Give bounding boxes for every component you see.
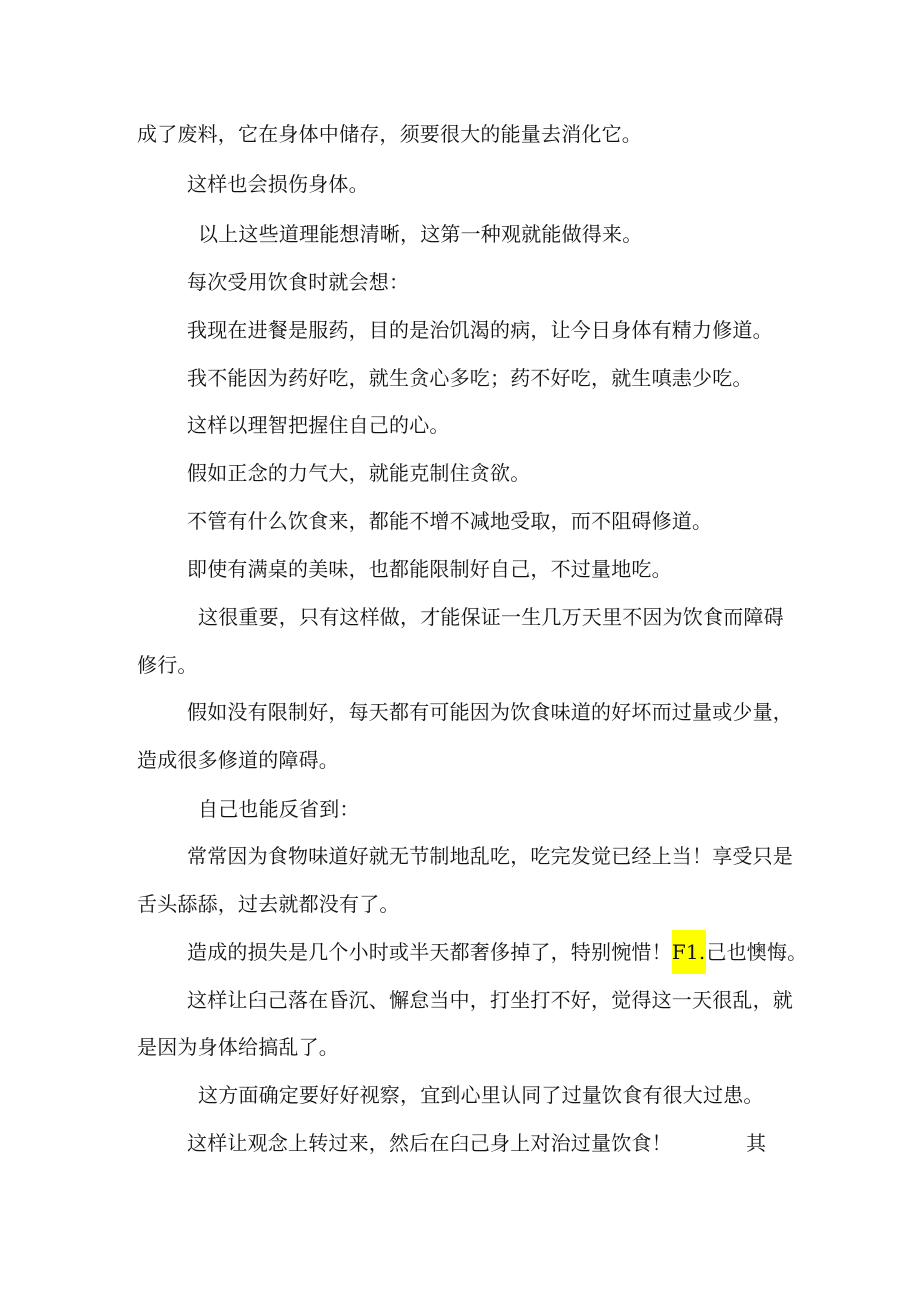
- paragraph-line: 每次受用饮食时就会想：: [187, 270, 410, 294]
- paragraph-line: 是因为身体给搞乱了。: [137, 1035, 339, 1059]
- paragraph-line: 我不能因为药好吃，就生贪心多吃；药不好吃，就生嗔恚少吃。: [187, 366, 753, 390]
- paragraph-line: 修行。: [137, 653, 198, 677]
- paragraph-line: 这样让观念上转过来，然后在臼己身上对治过量饮食！: [187, 1131, 672, 1155]
- paragraph-line: 这样让臼己落在昏沉、懈怠当中，打坐打不好，觉得这一天很乱，就: [187, 988, 793, 1012]
- paragraph-line: 造成很多修道的障碍。: [137, 748, 339, 772]
- line-text-part: 己也懊悔。: [706, 940, 808, 964]
- paragraph-line: 这样也会损伤身体。: [187, 172, 369, 196]
- paragraph-line: 成了废料，它在身体中储存，须要很大的能量去消化它。: [137, 122, 642, 146]
- paragraph-line: 即使有满桌的美味，也都能限制好自己，不过量地吃。: [187, 557, 672, 581]
- paragraph-line: 假如没有限制好，每天都有可能因为饮食味道的好坏而过量或少量，: [187, 700, 793, 724]
- paragraph-line: 这样以理智把握住自己的心。: [187, 413, 450, 437]
- highlighted-text: F1.: [672, 930, 707, 974]
- paragraph-line: 常常因为食物味道好就无节制地乱吃，吃完发觉已经上当！享受只是: [187, 844, 793, 868]
- paragraph-line: 以上这些道理能想清晰，这第一种观就能做得来。: [198, 222, 643, 246]
- paragraph-line: 假如正念的力气大，就能克制住贪欲。: [187, 461, 531, 485]
- paragraph-line: 舌头舔舔，过去就都没有了。: [137, 892, 400, 916]
- paragraph-line-fragment: 其: [746, 1131, 767, 1155]
- paragraph-line: 我现在进餐是服药，目的是治饥渴的病，让今日身体有精力修道。: [187, 318, 773, 342]
- paragraph-line: 不管有什么饮食来，都能不增不减地受取，而不阻碍修道。: [187, 509, 713, 533]
- paragraph-line: 这很重要，只有这样做，才能保证一生几万天里不因为饮食而障碍: [198, 605, 784, 629]
- paragraph-line: [187, 938, 807, 966]
- line-text-part: 造成的损失是几个小时或半天都奢侈掉了，特别惋惜！: [187, 940, 672, 964]
- paragraph-line: 这方面确定要好好视察，宜到心里认同了过量饮食有很大过患。: [198, 1083, 764, 1107]
- paragraph-line: 自己也能反省到：: [198, 797, 360, 821]
